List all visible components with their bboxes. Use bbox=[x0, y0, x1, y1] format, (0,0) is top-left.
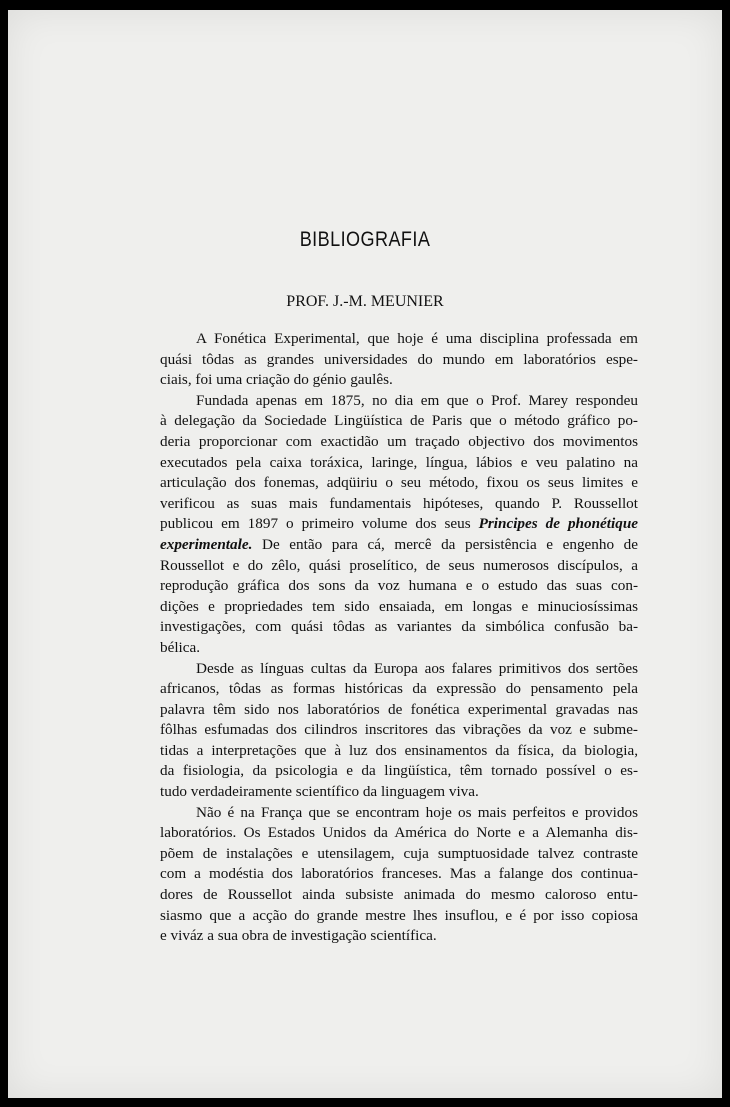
text-line: Fundada apenas em 1875, no dia em que o Prof. Marey respondeu bbox=[196, 391, 638, 409]
text-line: siasmo que a acção do grande mestre lhes insuflou, e é por isso copiosa bbox=[160, 906, 638, 924]
text-line: e viváz a sua obra de investigação scientífica. bbox=[160, 927, 437, 945]
article-body bbox=[160, 329, 638, 947]
text-line: da fisiologia, da psicologia e da lingüística, têm tornado possível o es- bbox=[160, 762, 638, 780]
page-title: BIBLIOGRAFIA bbox=[299, 228, 431, 251]
text-line: dições e propriedades tem sido ensaiada, em longas e minuciosíssimas bbox=[160, 597, 638, 615]
text-line: investigações, com quási tôdas as variantes da simbólica confusão ba- bbox=[160, 618, 638, 636]
text-line: palavra têm sido nos laboratórios de fonética experimental gravadas nas bbox=[160, 700, 638, 718]
text-line: verificou as suas mais fundamentais hipóteses, quando P. Roussellot bbox=[160, 494, 638, 512]
text-segment: publicou em 1897 o primeiro volume dos seus bbox=[160, 515, 471, 533]
text-line: quási tôdas as grandes universidades do mundo em laboratórios espe- bbox=[160, 350, 638, 368]
text-line: Desde as línguas cultas da Europa aos falares primitivos dos sertões bbox=[196, 659, 638, 677]
author-name: PROF. J.-M. MEUNIER bbox=[286, 293, 444, 310]
text-line: executados pela caixa toráxica, laringe, língua, lábios e veu palatino na bbox=[160, 453, 638, 471]
text-line: dores de Roussellot ainda subsiste animada do mesmo caloroso entu- bbox=[160, 886, 638, 904]
text-line: Roussellot e do zêlo, quási proselítico, de seus numerosos discípulos, a bbox=[160, 556, 638, 574]
text-line: africanos, tôdas as formas históricas da expressão do pensamento pela bbox=[160, 680, 638, 698]
book-title-italic: experimentale. bbox=[160, 535, 253, 553]
text-line: ciais, foi uma criação do génio gaulês. bbox=[160, 371, 393, 389]
text-line: tidas a interpretações que à luz dos ensinamentos da física, da biologia, bbox=[160, 741, 638, 759]
text-line: bélica. bbox=[160, 638, 201, 656]
text-line: A Fonética Experimental, que hoje é uma disciplina professada em bbox=[196, 330, 638, 347]
text-line bbox=[160, 514, 638, 535]
text-segment: De então para cá, mercê da persistência e engenho de bbox=[261, 535, 639, 553]
text-line: põem de instalações e utensilagem, cuja sumptuosidade talvez contraste bbox=[160, 844, 638, 862]
text-line: Não é na França que se encontram hoje os mais perfeitos e providos bbox=[196, 803, 638, 821]
text-line: articulação dos fonemas, adqüiriu o seu método, fixou os seus limites e bbox=[160, 474, 638, 492]
page bbox=[8, 10, 722, 1098]
text-line bbox=[160, 535, 638, 556]
text-line: com a modéstia dos laboratórios franceses. Mas a falange dos continua- bbox=[160, 865, 638, 883]
text-line: tudo verdadeiramente scientífico da linguagem viva. bbox=[160, 783, 479, 801]
text-line: laboratórios. Os Estados Unidos da América do Norte e a Alemanha dis- bbox=[160, 824, 638, 842]
book-title-italic: Principes de phonétique bbox=[478, 515, 639, 533]
text-line: deria proporcionar com exactidão um traçado objectivo dos movimentos bbox=[160, 432, 638, 450]
text-line: à delegação da Sociedade Lingüística de Paris que o método gráfico po- bbox=[160, 412, 638, 430]
text-line: reprodução gráfica dos sons da voz humana e o estudo das suas con- bbox=[160, 577, 638, 595]
text-line: fôlhas esfumadas dos cilindros inscritores das vibrações da voz e subme- bbox=[160, 721, 638, 739]
